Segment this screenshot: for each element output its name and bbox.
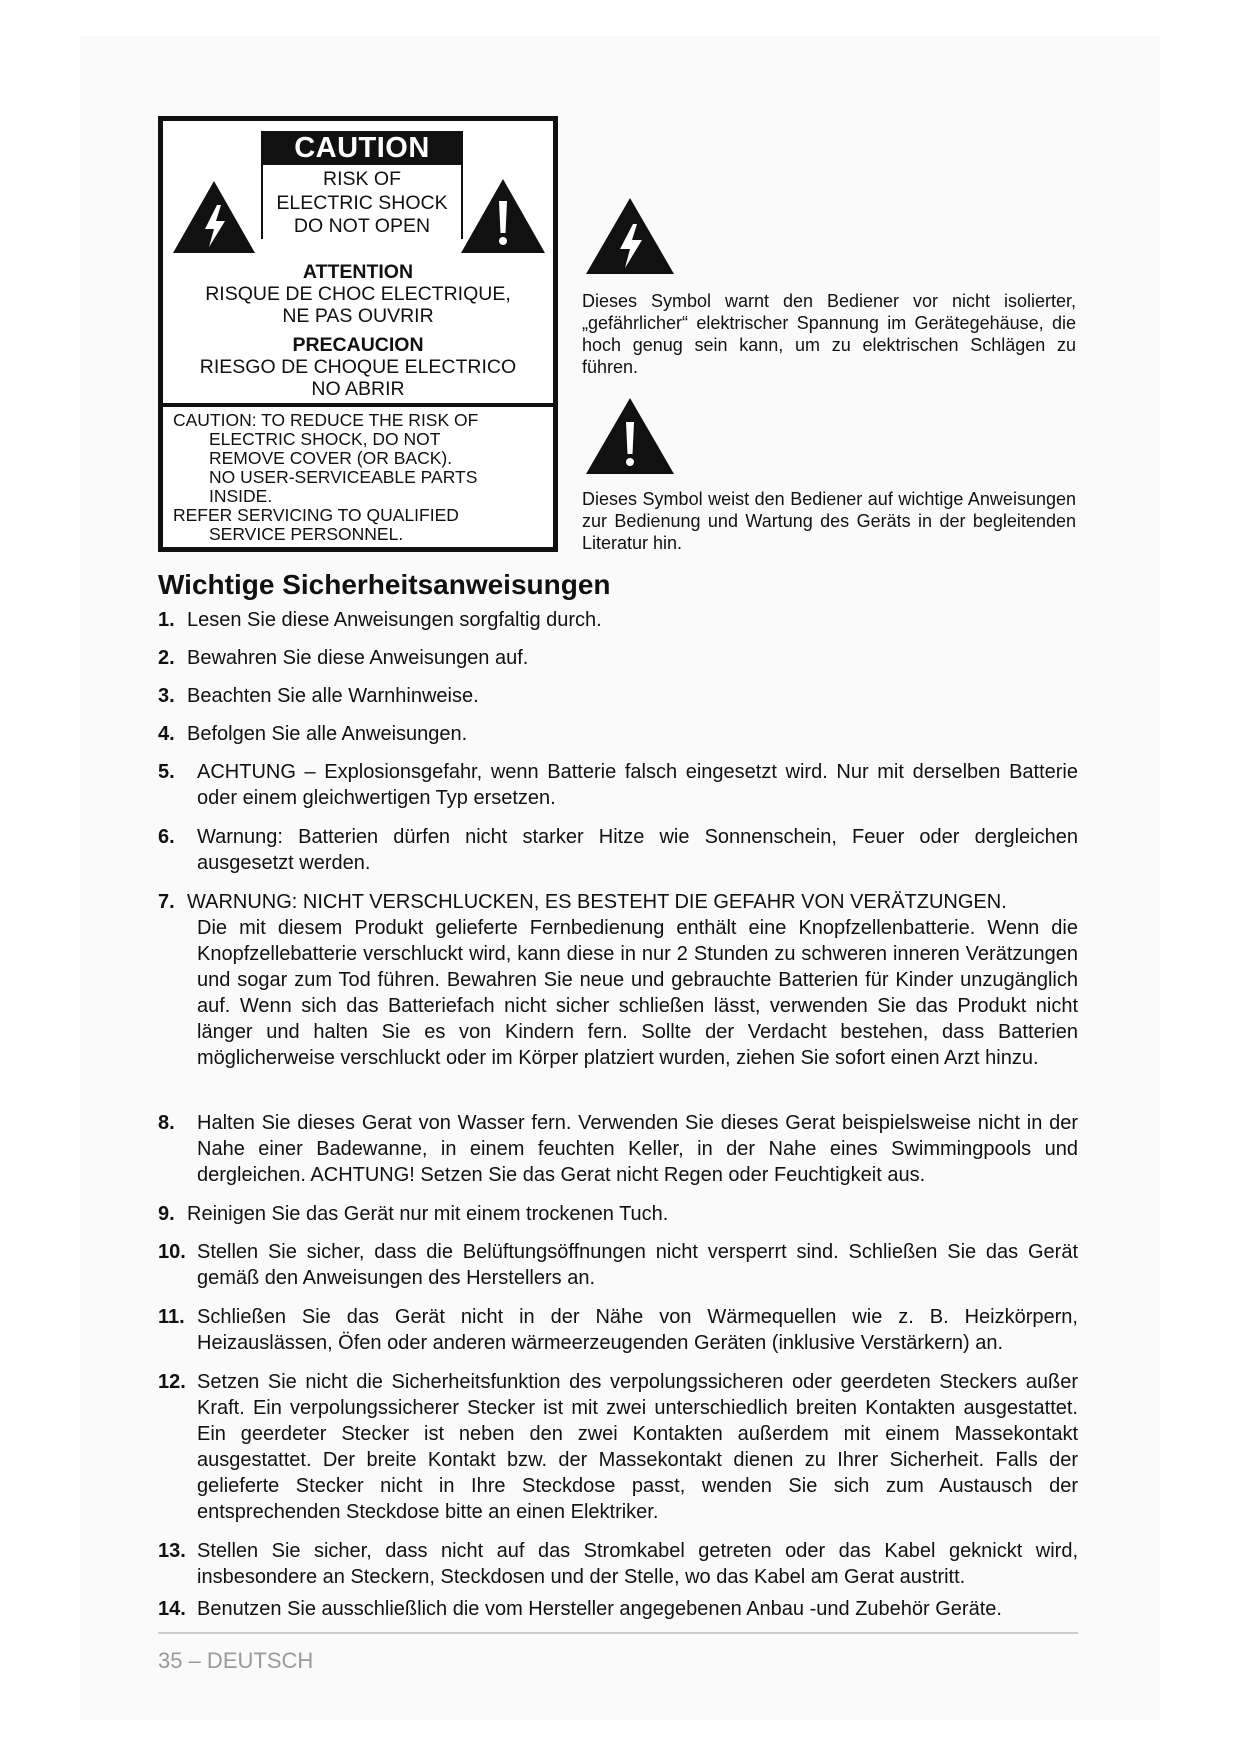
list-item: [158, 721, 1078, 747]
list-item: [158, 1201, 1078, 1227]
attention-line-fr: RISQUE DE CHOC ELECTRIQUE,: [205, 283, 511, 305]
risk-line: ELECTRIC SHOCK: [276, 191, 448, 214]
caution-line: INSIDE.: [209, 486, 273, 506]
item-text: Befolgen Sie alle Anweisungen.: [187, 723, 468, 745]
attention-block: [163, 261, 553, 400]
exclamation-symbol-text: Dieses Symbol weist den Bediener auf wichtige Anweisungen zur Bedienung und Wartung des Geräts in der begleitenden Literatur hin.: [582, 489, 1076, 553]
item-number: 13.: [158, 1540, 186, 1562]
risk-line: RISK OF: [322, 168, 401, 190]
item-number: 10.: [158, 1241, 186, 1263]
attention-heading-fr: ATTENTION: [302, 261, 414, 283]
attention-line-es: RIESGO DE CHOQUE ELECTRICO: [199, 356, 517, 378]
list-item: [158, 889, 1078, 1071]
item-number: 3.: [158, 685, 175, 707]
risk-line: DO NOT OPEN: [293, 215, 431, 237]
caution-warning-text: [173, 411, 547, 544]
list-item: [158, 1369, 1078, 1525]
caution-line: CAUTION: TO REDUCE THE RISK OF: [173, 410, 479, 430]
section-heading: Wichtige Sicherheitsanweisungen: [158, 569, 611, 600]
item-number: 7.: [158, 891, 175, 913]
item-text: Warnung: Batterien dürfen nicht starker Hitze wie Sonnenschein, Feuer oder dergleichen ausgesetzt werden.: [197, 826, 1078, 874]
item-text: Lesen Sie diese Anweisungen sorgfaltig durch.: [187, 609, 602, 631]
lightning-symbol-text: Dieses Symbol warnt den Bediener vor nicht isolierter, „gefährlicher“ elektrischer Spannung im Gerätegehäuse, die hoch genug sein kann, um zu elektrischen Schlägen zu führen.: [582, 291, 1076, 377]
item-text: Halten Sie dieses Gerat von Wasser fern. Verwenden Sie dieses Gerat beispielsweise nicht in der Nahe einer Badewanne, in einem feuchten Keller, in der Nahe eines Swimmingpools und dergleichen. ACHTUNG! Setzen Sie das Gerat nicht Regen oder Feuchtigkeit aus.: [197, 1112, 1078, 1186]
item-number: 1.: [158, 609, 175, 631]
caution-line: NO USER-SERVICEABLE PARTS: [209, 467, 478, 487]
caution-line: REMOVE COVER (OR BACK).: [209, 448, 453, 468]
caution-title: CAUTION: [261, 131, 463, 165]
attention-line-fr: NE PAS OUVRIR: [282, 305, 434, 327]
item-number: 14.: [158, 1598, 186, 1620]
caution-line: ELECTRIC SHOCK, DO NOT: [209, 429, 441, 449]
lightning-symbol-icon: [584, 196, 676, 276]
item-number: 6.: [158, 826, 175, 848]
list-item: [158, 1596, 1078, 1622]
item-number: 8.: [158, 1112, 175, 1134]
item-number: 4.: [158, 723, 175, 745]
exclamation-symbol-icon: [584, 396, 676, 476]
list-item: [158, 683, 1078, 709]
item-number: 12.: [158, 1371, 186, 1393]
item-text: Stellen Sie sicher, dass nicht auf das Stromkabel getreten oder das Kabel geknickt wird, insbesondere an Steckern, Steckdosen und der Stelle, wo das Kabel am Gerat austritt.: [197, 1540, 1078, 1588]
item-text: ACHTUNG – Explosionsgefahr, wenn Batterie falsch eingesetzt wird. Nur mit derselben Batterie oder einem gleichwertigen Typ ersetzen.: [197, 761, 1078, 809]
caution-label: [158, 116, 558, 552]
list-item: [158, 1239, 1078, 1291]
footer-divider: [158, 1632, 1078, 1634]
item-text: Stellen Sie sicher, dass die Belüftungsöffnungen nicht versperrt sind. Schließen Sie das Gerät gemäß den Anweisungen des Herstellers an.: [197, 1241, 1078, 1289]
page-footer: 35 – DEUTSCH: [158, 1648, 314, 1673]
item-number: 2.: [158, 647, 175, 669]
item-number: 9.: [158, 1203, 175, 1225]
item-heading-text: WARNUNG: NICHT VERSCHLUCKEN, ES BESTEHT DIE GEFAHR VON VERÄTZUNGEN.: [187, 891, 1007, 913]
lightning-triangle-icon: [171, 179, 257, 255]
list-item: [158, 1304, 1078, 1356]
list-item: [158, 1110, 1078, 1188]
item-text: Bewahren Sie diese Anweisungen auf.: [187, 647, 529, 669]
item-number: 11.: [158, 1306, 185, 1328]
item-text: Reinigen Sie das Gerät nur mit einem trockenen Tuch.: [187, 1203, 669, 1225]
list-item: [158, 645, 1078, 671]
attention-heading-es: PRECAUCION: [292, 334, 424, 356]
item-text: Beachten Sie alle Warnhinweise.: [187, 685, 479, 707]
list-item: [158, 759, 1078, 811]
list-item: [158, 1538, 1078, 1590]
item-text: Die mit diesem Produkt gelieferte Fernbedienung enthält eine Knopfzellenbatterie. Wenn die Knopfzellebatterie verschluckt wird, kann diese in nur 2 Stunden zu schweren inneren Verätzungen und sogar zum Tod führen. Bewahren Sie neue und gebrauchte Batterien für Kinder unzugänglich auf. Wenn sich das Batteriefach nicht sicher schließen lässt, verwenden Sie das Produkt nicht länger und halten Sie es von Kindern fern. Sollte der Verdacht bestehen, dass Batterien möglicherweise verschluckt oder im Körper platziert wurden, ziehen Sie sofort einen Arzt hinzu.: [197, 917, 1078, 1069]
list-item: [158, 607, 1078, 633]
item-text: Benutzen Sie ausschließlich die vom Hersteller angegebenen Anbau -und Zubehör Geräte.: [197, 1598, 1002, 1620]
item-number: 5.: [158, 761, 175, 783]
exclamation-triangle-icon: [459, 177, 547, 255]
caution-line: REFER SERVICING TO QUALIFIED: [173, 505, 459, 525]
risk-box: [261, 165, 463, 239]
attention-line-es: NO ABRIR: [311, 378, 405, 400]
list-item: [158, 824, 1078, 876]
item-text: Schließen Sie das Gerät nicht in der Nähe von Wärmequellen wie z. B. Heizkörpern, Heizauslässen, Öfen oder anderen wärmeerzeugenden Geräten (inklusive Verstärkern) an.: [197, 1306, 1078, 1354]
caution-line: SERVICE PERSONNEL.: [209, 524, 404, 544]
item-text: Setzen Sie nicht die Sicherheitsfunktion des verpolungssicheren oder geerdeten Steckers außer Kraft. Ein verpolungssicherer Stecker ist mit zwei unterschiedlich breiten Kontakten ausgestattet. Ein geerdeter Stecker ist neben den zwei Kontakten außerdem mit einem Massekontakt ausgestattet. Der breite Kontakt bzw. der Massekontakt dienen zu Ihrer Sicherheit. Falls der gelieferte Stecker nicht in Ihre Steckdose passt, wenden Sie sich zum Austausch der entsprechenden Steckdose bitte an einen Elektriker.: [197, 1371, 1078, 1523]
caution-label-top: [163, 121, 553, 407]
